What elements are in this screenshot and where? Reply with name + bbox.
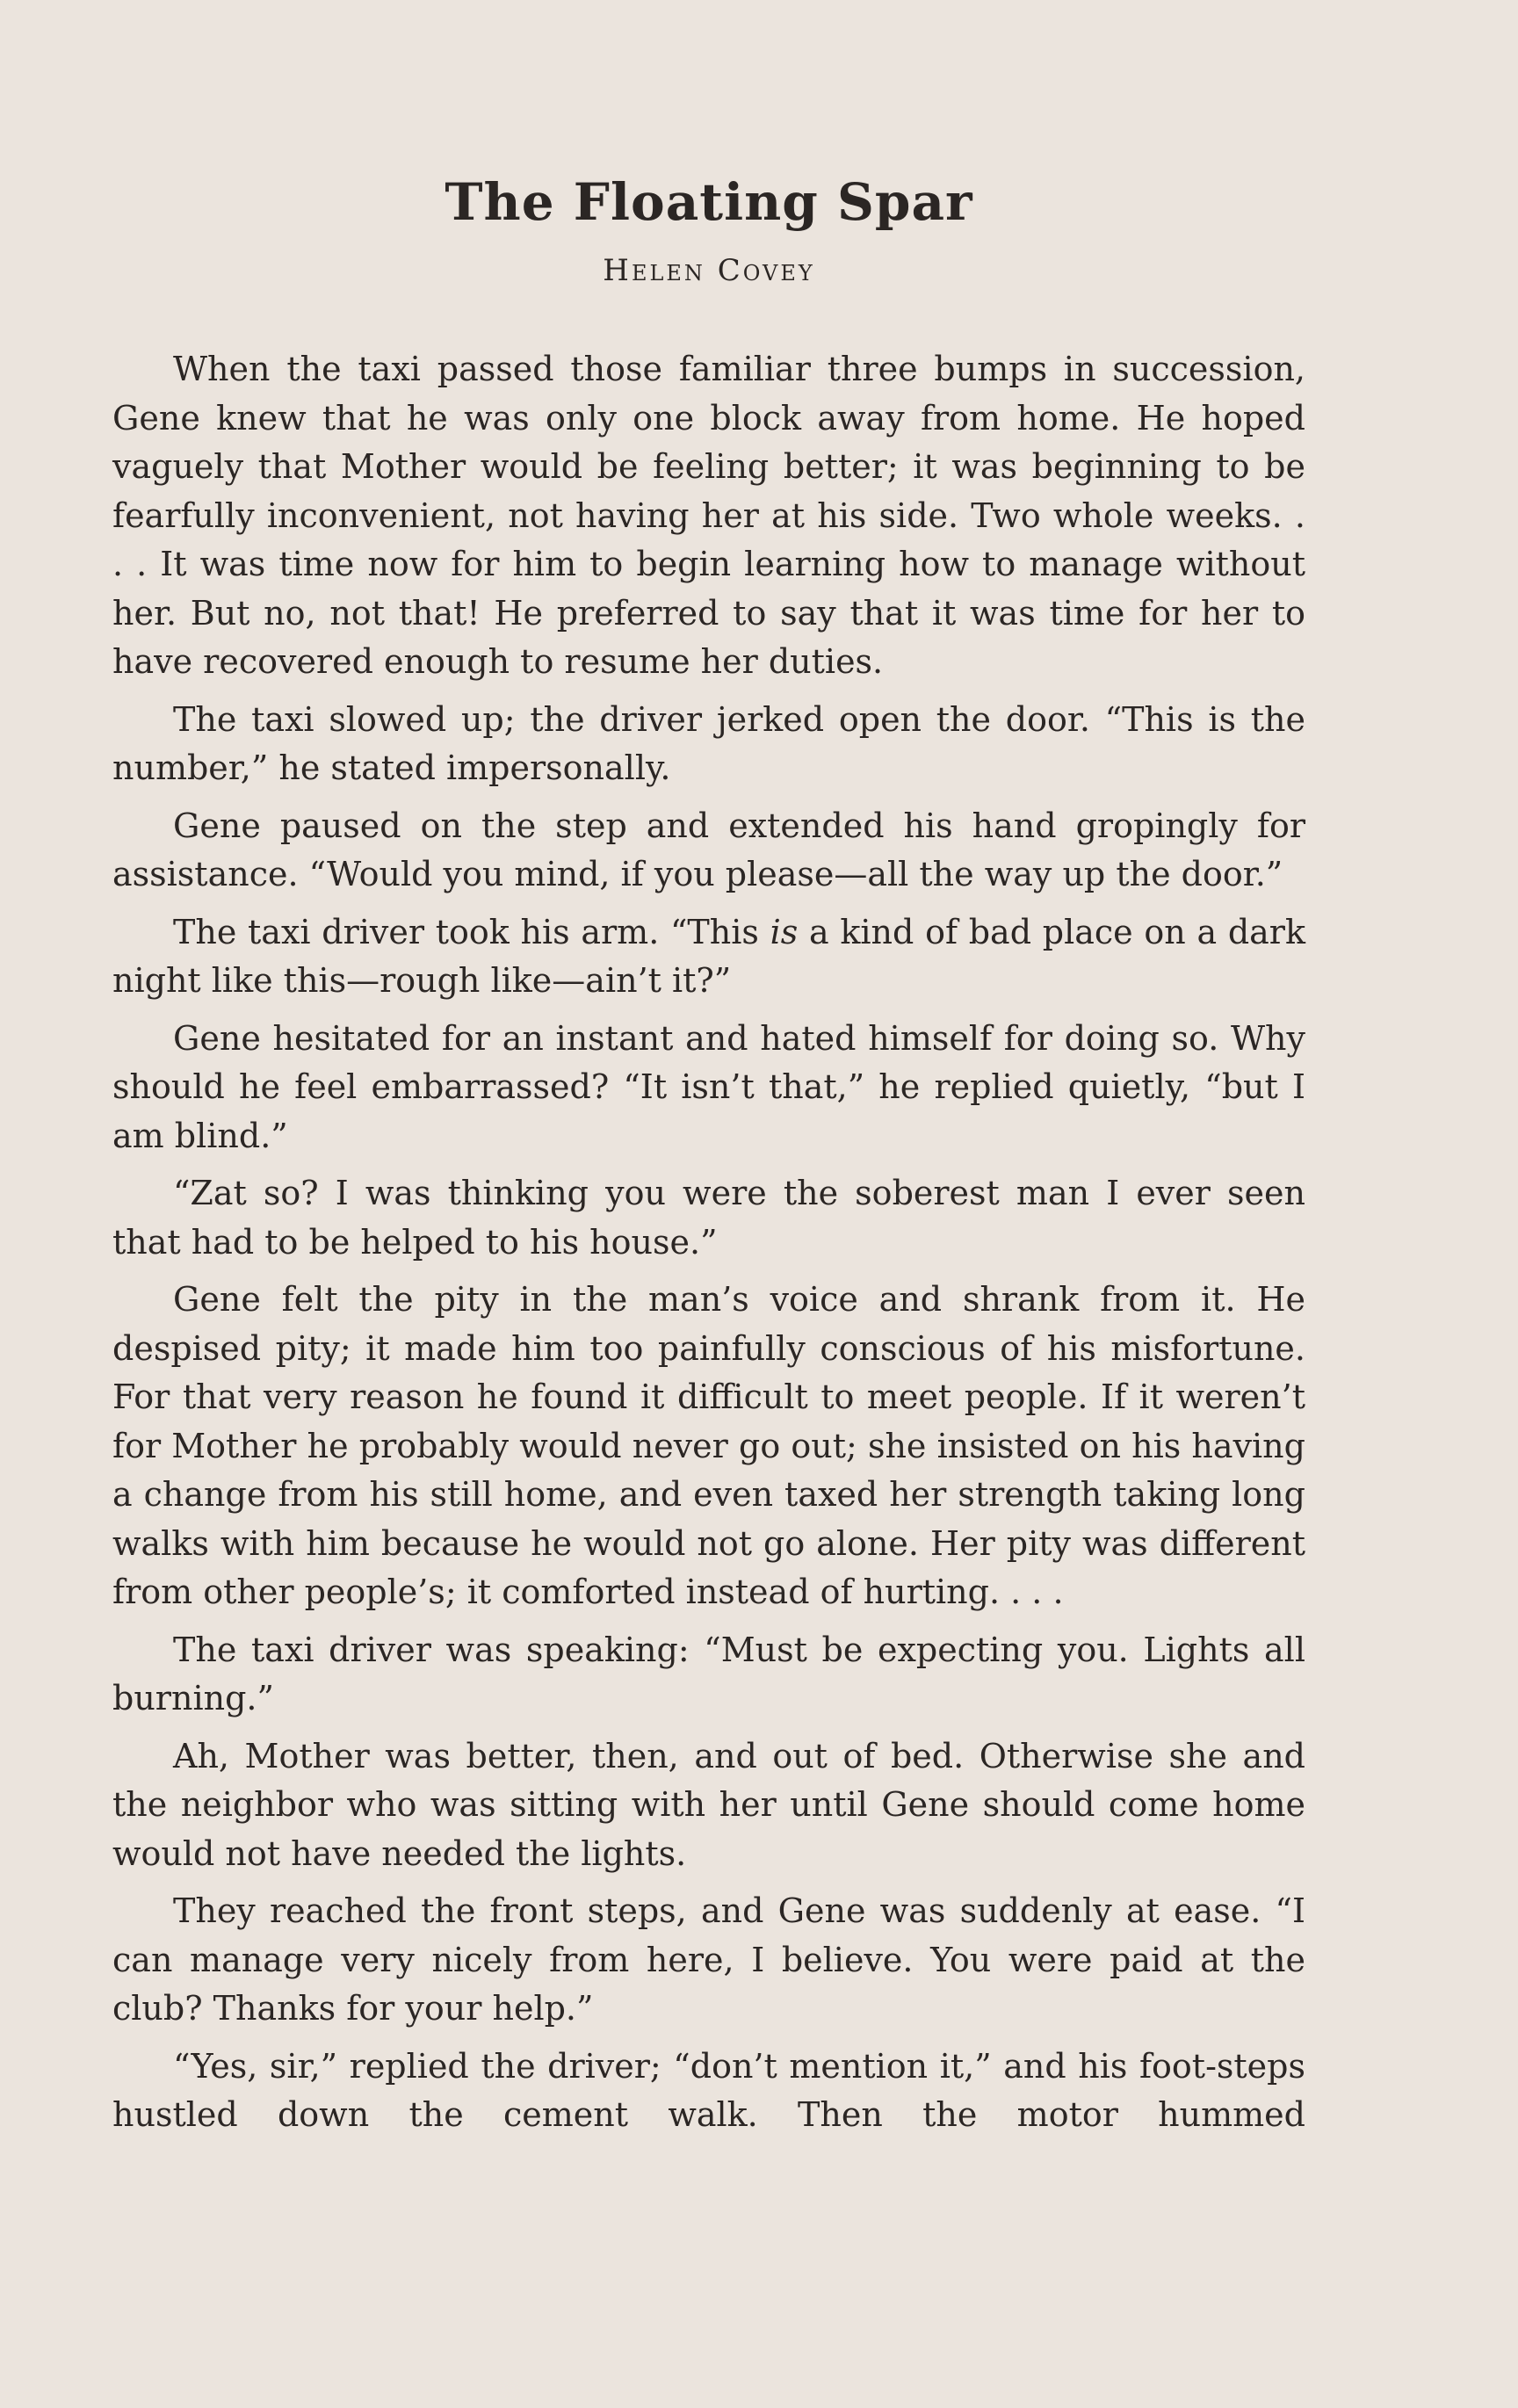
paragraph: They reached the front steps, and Gene was suddenly at ease. “I can manage very nicely from here, I believe. You were paid at the club? Thanks for your help.”	[112, 1891, 1305, 2028]
author-name: Helen Covey	[603, 253, 815, 288]
paragraph	[112, 908, 1305, 1006]
paragraph: When the taxi passed those familiar three bumps in succession, Gene knew that he was only one block away from home. He hoped vaguely that Mother would be feeling better; it was beginning to be fearfully inconvenient, not having her at his side. Two whole weeks. . . . It was time now for him to begin learning how to manage without her. But no, not that! He preferred to say that it was time for her to have recovered enough to resume her duties.	[112, 350, 1305, 681]
driver-para-before: The taxi driver took his arm. “This	[173, 912, 770, 951]
emphasized-word: is	[770, 912, 799, 951]
paragraph: “Zat so? I was thinking you were the soberest man I ever seen that had to be helped to his house.”	[112, 1174, 1305, 1262]
story-title: The Floating Spar	[445, 172, 973, 232]
paragraph: Gene hesitated for an instant and hated himself for doing so. Why should he feel embarrassed? “It isn’t that,” he replied quietly, “but I am blind.”	[112, 1018, 1305, 1155]
driver-para-after: a kind of bad place on a dark night like this—rough like—ain’t it?”	[112, 912, 1305, 1000]
book-page	[112, 163, 1305, 2140]
paragraph: Gene felt the pity in the man’s voice and shrank from it. He despised pity; it made him too painfully conscious of his misfortune. For that very reason he found it difficult to meet people. If it weren’t for Mother he probably would never go out; she insisted on his having a change from his still home, and even taxed her strength taking long walks with him because he would not go alone. Her pity was different from other people’s; it comforted instead of hurting. . . .	[112, 1280, 1305, 1611]
paragraph: The taxi slowed up; the driver jerked open the door. “This is the number,” he stated impersonally.	[112, 699, 1305, 787]
story-body	[112, 345, 1305, 2140]
paragraph: Gene paused on the step and extended his hand gropingly for assistance. “Would you mind, if you please—all the way up the door.”	[112, 806, 1305, 893]
paragraph: “Yes, sir,” replied the driver; “don’t mention it,” and his foot-steps hustled down the cement walk. Then the motor hummed	[112, 2046, 1305, 2134]
paragraph: The taxi driver was speaking: “Must be expecting you. Lights all burning.”	[112, 1630, 1305, 1717]
paragraph: Ah, Mother was better, then, and out of bed. Otherwise she and the neighbor who was sitting with her until Gene should come home would not have needed the lights.	[112, 1736, 1305, 1873]
